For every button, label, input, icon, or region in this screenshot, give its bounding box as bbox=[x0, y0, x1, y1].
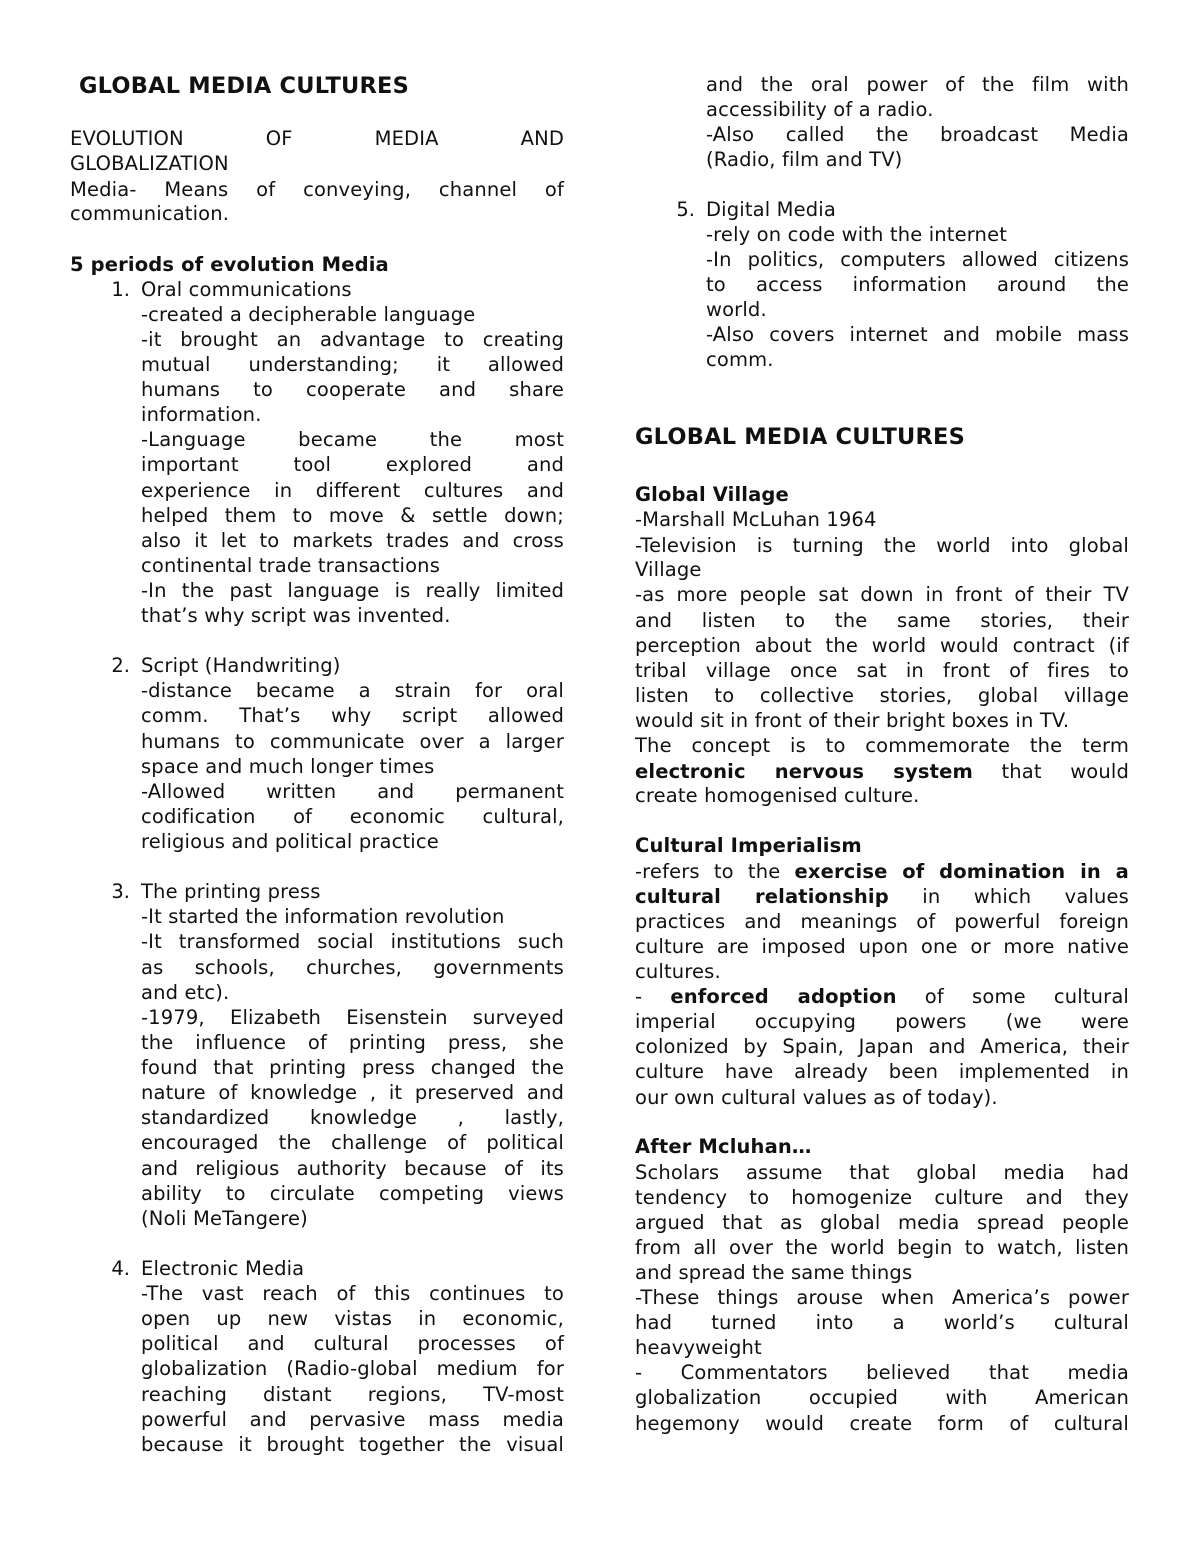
text-line bbox=[141, 578, 564, 603]
text-line bbox=[141, 955, 564, 980]
text-line bbox=[141, 729, 564, 754]
text-line bbox=[635, 1335, 1129, 1360]
text-span: -distance became a strain for oral bbox=[141, 679, 564, 702]
text-line bbox=[141, 1432, 564, 1457]
bold-text: electronic nervous system bbox=[635, 760, 973, 783]
text-line bbox=[635, 533, 1129, 558]
text-line bbox=[706, 197, 1129, 222]
text-span: colonized by Spain, Japan and America, their bbox=[635, 1035, 1129, 1058]
text-line bbox=[635, 557, 1129, 582]
text-line bbox=[706, 222, 1129, 247]
bold-text: enforced adoption bbox=[670, 985, 897, 1008]
text-span: found that printing press changed the bbox=[141, 1056, 564, 1079]
text-span: tendency to homogenize culture and they bbox=[635, 1186, 1129, 1209]
text-span: to access information around the bbox=[706, 273, 1129, 296]
text-line bbox=[635, 608, 1129, 633]
text-line bbox=[141, 779, 564, 804]
bold-text: exercise of domination in a bbox=[794, 860, 1129, 883]
text-line bbox=[141, 1156, 564, 1181]
text-span: -Marshall McLuhan 1964 bbox=[635, 508, 877, 531]
text-span: culture are imposed upon one or more native bbox=[635, 935, 1129, 958]
text-line bbox=[141, 1256, 564, 1281]
text-line bbox=[635, 1235, 1129, 1260]
text-span: - Commentators believed that media bbox=[635, 1361, 1129, 1384]
text-line bbox=[141, 1382, 564, 1407]
text-span: Oral communications bbox=[141, 278, 352, 301]
text-span: create homogenised culture. bbox=[635, 784, 920, 807]
text-span: -Television is turning the world into global bbox=[635, 534, 1129, 557]
text-line bbox=[141, 879, 564, 904]
text-span: encouraged the challenge of political bbox=[141, 1131, 564, 1154]
text-line bbox=[635, 1160, 1129, 1185]
text-span: and listen to the same stories, their bbox=[635, 609, 1129, 632]
left-page-title: GLOBAL MEDIA CULTURES bbox=[79, 73, 410, 99]
text-line bbox=[141, 653, 564, 678]
text-span: from all over the world begin to watch, listen bbox=[635, 1236, 1129, 1259]
text-line bbox=[635, 1034, 1129, 1059]
text-line bbox=[141, 1055, 564, 1080]
text-span: -The vast reach of this continues to bbox=[141, 1282, 564, 1305]
text-span: practices and meanings of powerful foreign bbox=[635, 910, 1129, 933]
text-span: (Radio, film and TV) bbox=[706, 148, 903, 171]
text-span: the influence of printing press, she bbox=[141, 1031, 564, 1054]
text-span: and etc). bbox=[141, 981, 230, 1004]
text-line bbox=[141, 1080, 564, 1105]
text-line bbox=[706, 247, 1129, 272]
text-line bbox=[635, 1185, 1129, 1210]
bold-text: After Mcluhan… bbox=[635, 1135, 812, 1158]
text-span: and spread the same things bbox=[635, 1261, 913, 1284]
text-line bbox=[141, 929, 564, 954]
text-line bbox=[141, 427, 564, 452]
text-span: listen to collective stories, global village bbox=[635, 684, 1129, 707]
text-line bbox=[141, 478, 564, 503]
text-span: that’s why script was invented. bbox=[141, 604, 451, 627]
text-span: Media- Means of conveying, channel of bbox=[70, 178, 564, 201]
text-line bbox=[70, 151, 564, 176]
text-line bbox=[635, 708, 1129, 733]
text-line bbox=[706, 272, 1129, 297]
text-line bbox=[141, 452, 564, 477]
text-line bbox=[706, 97, 1129, 122]
text-span: argued that as global media spread people bbox=[635, 1211, 1129, 1234]
text-span: -rely on code with the internet bbox=[706, 223, 1008, 246]
text-line bbox=[635, 759, 1129, 784]
text-span: helped them to move & settle down; bbox=[141, 504, 564, 527]
text-span: -created a decipherable language bbox=[141, 303, 476, 326]
text-line bbox=[141, 603, 564, 628]
text-line bbox=[635, 633, 1129, 658]
text-line bbox=[635, 1009, 1129, 1034]
text-line bbox=[141, 703, 564, 728]
text-span: open up new vistas in economic, bbox=[141, 1307, 564, 1330]
text-span: -It transformed social institutions such bbox=[141, 930, 564, 953]
text-span: -as more people sat down in front of their TV bbox=[635, 583, 1129, 606]
text-span: cultures. bbox=[635, 960, 721, 983]
text-span: and religious authority because of its bbox=[141, 1157, 564, 1180]
text-span: -refers to the bbox=[635, 860, 795, 883]
text-line bbox=[635, 1411, 1129, 1436]
text-span: standardized knowledge , lastly, bbox=[141, 1106, 564, 1129]
text-line bbox=[635, 959, 1129, 984]
text-span: The printing press bbox=[141, 880, 321, 903]
text-line bbox=[141, 377, 564, 402]
text-line bbox=[141, 678, 564, 703]
text-span: in which values bbox=[888, 885, 1129, 908]
text-span: -it brought an advantage to creating bbox=[141, 328, 564, 351]
list-number: 1. bbox=[111, 278, 130, 301]
text-span: world. bbox=[706, 298, 767, 321]
text-span: - bbox=[635, 985, 671, 1008]
right-section-title: GLOBAL MEDIA CULTURES bbox=[635, 424, 966, 450]
text-line bbox=[141, 1130, 564, 1155]
text-line bbox=[70, 177, 564, 202]
text-span: globalization (Radio-global medium for bbox=[141, 1357, 564, 1380]
text-span: -In politics, computers allowed citizens bbox=[706, 248, 1129, 271]
text-span: communication. bbox=[70, 202, 230, 225]
text-line bbox=[141, 528, 564, 553]
text-line bbox=[141, 503, 564, 528]
bold-text: Cultural Imperialism bbox=[635, 834, 862, 857]
text-line bbox=[635, 1310, 1129, 1335]
text-line bbox=[635, 683, 1129, 708]
text-span: religious and political practice bbox=[141, 830, 439, 853]
text-line bbox=[141, 553, 564, 578]
text-line bbox=[635, 1360, 1129, 1385]
text-line bbox=[635, 1260, 1129, 1285]
text-line bbox=[141, 1331, 564, 1356]
text-span: -In the past language is really limited bbox=[141, 579, 564, 602]
text-line bbox=[635, 783, 1129, 808]
text-line bbox=[635, 482, 1129, 507]
text-span: experience in different cultures and bbox=[141, 479, 564, 502]
bold-text: cultural relationship bbox=[635, 885, 889, 908]
text-span: would sit in front of their bright boxes in TV. bbox=[635, 709, 1070, 732]
text-line bbox=[635, 1210, 1129, 1235]
text-span: as schools, churches, governments bbox=[141, 956, 564, 979]
list-number: 5. bbox=[676, 198, 695, 221]
text-line bbox=[141, 754, 564, 779]
text-line bbox=[706, 322, 1129, 347]
text-span: humans to cooperate and share bbox=[141, 378, 564, 401]
text-line bbox=[635, 1134, 1129, 1159]
text-span: Script (Handwriting) bbox=[141, 654, 341, 677]
text-span: The concept is to commemorate the term bbox=[635, 734, 1129, 757]
text-span: and the oral power of the film with bbox=[706, 73, 1129, 96]
text-line bbox=[141, 402, 564, 427]
text-line bbox=[141, 327, 564, 352]
list-number: 3. bbox=[111, 880, 130, 903]
text-line bbox=[635, 1385, 1129, 1410]
text-span: Scholars assume that global media had bbox=[635, 1161, 1129, 1184]
text-span: powerful and pervasive mass media bbox=[141, 1408, 564, 1431]
text-span: Digital Media bbox=[706, 198, 836, 221]
text-line bbox=[141, 1407, 564, 1432]
text-span: globalization occupied with American bbox=[635, 1386, 1129, 1409]
text-span: Electronic Media bbox=[141, 1257, 305, 1280]
text-line bbox=[141, 1005, 564, 1030]
list-number: 2. bbox=[111, 654, 130, 677]
text-span: EVOLUTION OF MEDIA AND bbox=[70, 127, 564, 150]
text-line bbox=[141, 1030, 564, 1055]
text-span: heavyweight bbox=[635, 1336, 762, 1359]
text-span: because it brought together the visual bbox=[141, 1433, 564, 1456]
text-span: -Language became the most bbox=[141, 428, 564, 451]
text-line bbox=[635, 658, 1129, 683]
text-line bbox=[635, 884, 1129, 909]
text-line bbox=[141, 829, 564, 854]
text-span: -Also covers internet and mobile mass bbox=[706, 323, 1129, 346]
text-line bbox=[706, 347, 1129, 372]
text-line bbox=[635, 833, 1129, 858]
list-number: 4. bbox=[111, 1257, 130, 1280]
text-line bbox=[635, 1059, 1129, 1084]
text-span: had turned into a world’s cultural bbox=[635, 1311, 1129, 1334]
text-line bbox=[141, 277, 564, 302]
text-span: political and cultural processes of bbox=[141, 1332, 564, 1355]
text-span: our own cultural values as of today). bbox=[635, 1086, 998, 1109]
text-span: Village bbox=[635, 558, 702, 581]
text-span: that would bbox=[972, 760, 1129, 783]
text-line bbox=[635, 507, 1129, 532]
text-line bbox=[635, 859, 1129, 884]
text-line bbox=[141, 352, 564, 377]
text-span: continental trade transactions bbox=[141, 554, 440, 577]
text-span: accessibility of a radio. bbox=[706, 98, 934, 121]
text-line bbox=[141, 1206, 564, 1231]
text-line bbox=[635, 1085, 1129, 1110]
text-line bbox=[141, 904, 564, 929]
text-line bbox=[706, 72, 1129, 97]
text-span: tribal village once sat in front of fires to bbox=[635, 659, 1129, 682]
text-span: humans to communicate over a larger bbox=[141, 730, 564, 753]
text-span: comm. That’s why script allowed bbox=[141, 704, 564, 727]
bold-text: 5 periods of evolution Media bbox=[70, 253, 389, 276]
text-line bbox=[70, 201, 564, 226]
text-line bbox=[70, 126, 564, 151]
text-line bbox=[141, 1105, 564, 1130]
text-line bbox=[635, 934, 1129, 959]
text-span: perception about the world would contract (if bbox=[635, 634, 1129, 657]
text-span: culture have already been implemented in bbox=[635, 1060, 1129, 1083]
text-span: imperial occupying powers (we were bbox=[635, 1010, 1129, 1033]
text-line bbox=[706, 297, 1129, 322]
text-line bbox=[706, 122, 1129, 147]
text-span: -1979, Elizabeth Eisenstein surveyed bbox=[141, 1006, 564, 1029]
text-line bbox=[706, 147, 1129, 172]
text-span: reaching distant regions, TV-most bbox=[141, 1383, 564, 1406]
text-span: (Noli MeTangere) bbox=[141, 1207, 308, 1230]
text-span: space and much longer times bbox=[141, 755, 435, 778]
text-line bbox=[635, 733, 1129, 758]
text-line bbox=[70, 252, 564, 277]
text-line bbox=[635, 984, 1129, 1009]
text-span: -Also called the broadcast Media bbox=[706, 123, 1129, 146]
text-span: important tool explored and bbox=[141, 453, 564, 476]
text-span: hegemony would create form of cultural bbox=[635, 1412, 1129, 1435]
text-span: -It started the information revolution bbox=[141, 905, 505, 928]
text-span: -These things arouse when America’s power bbox=[635, 1286, 1129, 1309]
text-span: also it let to markets trades and cross bbox=[141, 529, 564, 552]
text-span: information. bbox=[141, 403, 262, 426]
text-line bbox=[141, 1306, 564, 1331]
text-span: comm. bbox=[706, 348, 774, 371]
text-line bbox=[141, 1356, 564, 1381]
text-line bbox=[635, 1285, 1129, 1310]
text-line bbox=[141, 1181, 564, 1206]
text-span: -Allowed written and permanent bbox=[141, 780, 564, 803]
text-span: mutual understanding; it allowed bbox=[141, 353, 564, 376]
text-line bbox=[141, 804, 564, 829]
bold-text: Global Village bbox=[635, 483, 789, 506]
text-line bbox=[635, 909, 1129, 934]
text-line bbox=[635, 582, 1129, 607]
text-span: ability to circulate competing views bbox=[141, 1182, 564, 1205]
text-span: nature of knowledge , it preserved and bbox=[141, 1081, 564, 1104]
text-span: codification of economic cultural, bbox=[141, 805, 564, 828]
text-line bbox=[141, 1281, 564, 1306]
text-span: GLOBALIZATION bbox=[70, 152, 229, 175]
text-span: of some cultural bbox=[896, 985, 1129, 1008]
text-line bbox=[141, 980, 564, 1005]
text-line bbox=[141, 302, 564, 327]
